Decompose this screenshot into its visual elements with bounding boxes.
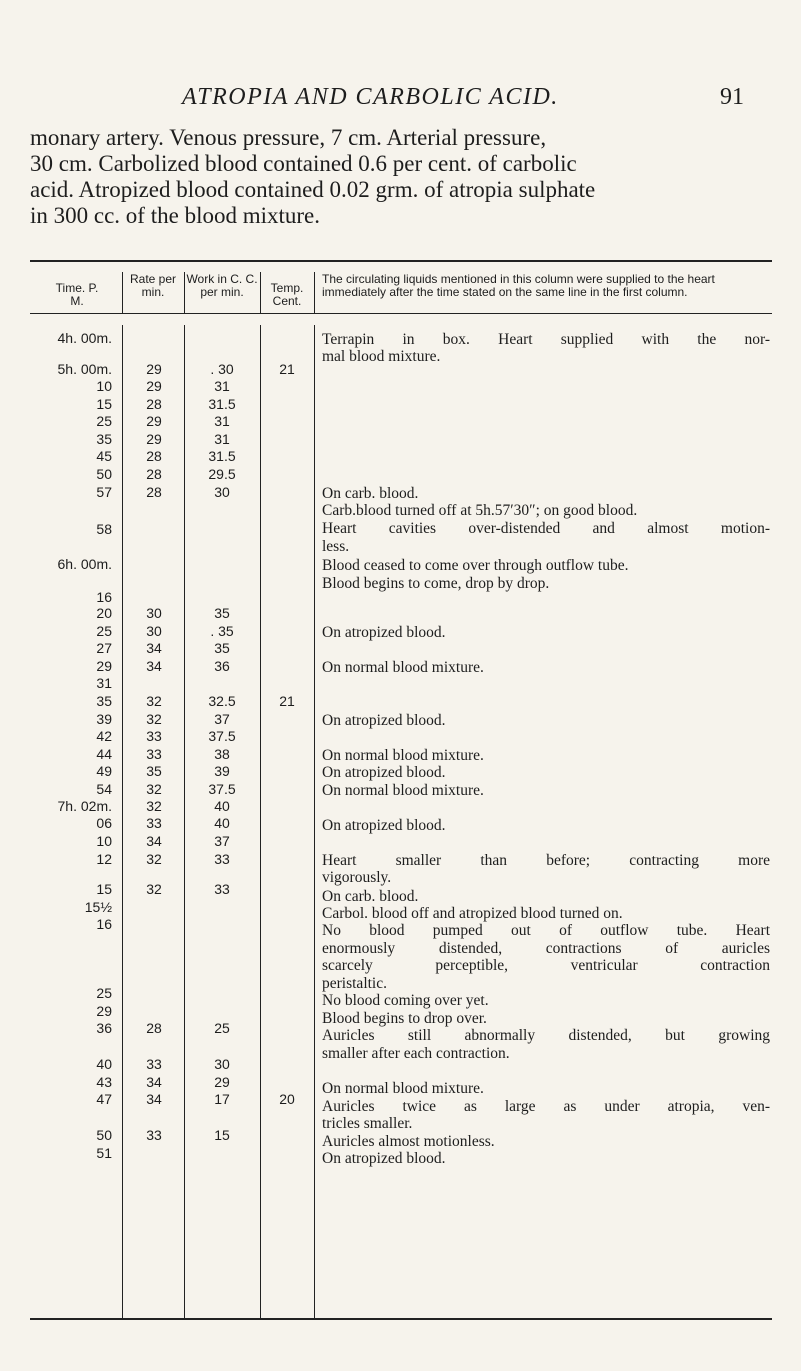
table-bottom-rule (30, 1318, 772, 1320)
time-cell: 4h. 00m. (57, 330, 112, 346)
note-line: smaller after each contraction. (322, 1045, 510, 1062)
work-cell: . 35 (210, 623, 234, 639)
rate-cell: 29 (146, 361, 162, 377)
time-cell: 15½ (84, 899, 112, 915)
rate-cell: 30 (146, 623, 162, 639)
work-cell: 31.5 (208, 396, 236, 412)
header-notes: The circulating liquids mentioned in this column were supplied to the heart immediately after the time stated on the same line in the first column. (322, 272, 715, 299)
note-line: Blood begins to drop over. (322, 1010, 487, 1027)
time-cell: 12 (96, 851, 112, 867)
note-line: On atropized blood. (322, 712, 446, 729)
header-time: Time. P. M. (55, 281, 99, 308)
time-cell: 47 (96, 1091, 112, 1107)
time-cell: 06 (96, 815, 112, 831)
time-cell: 5h. 00m. (57, 361, 112, 377)
time-cell: 31 (96, 675, 112, 691)
note-line: Heart smaller than before; contracting more (322, 852, 770, 869)
work-cell: 33 (214, 851, 230, 867)
running-title: ATROPIA AND CARBOLIC ACID. (182, 84, 559, 110)
time-cell: 49 (96, 763, 112, 779)
temp-cell: 21 (279, 361, 295, 377)
time-cell: 10 (96, 833, 112, 849)
intro-line: monary artery. Venous pressure, 7 cm. Arterial pressure, (30, 125, 547, 150)
work-cell: 36 (214, 658, 230, 674)
note-line: Blood ceased to come over through outflow tube. (322, 557, 629, 574)
time-cell: 29 (96, 658, 112, 674)
work-cell: 30 (214, 1056, 230, 1072)
note-line: No blood pumped out of outflow tube. Heart (322, 922, 770, 939)
work-cell: 31 (214, 378, 230, 394)
note-line: Auricles twice as large as under atropia, ven- (322, 1098, 770, 1115)
time-cell: 16 (96, 916, 112, 932)
note-line: On carb. blood. (322, 888, 419, 905)
time-cell: 29 (96, 1003, 112, 1019)
work-cell: 35 (214, 640, 230, 656)
note-line: On atropized blood. (322, 764, 446, 781)
rate-cell: 32 (146, 693, 162, 709)
note-line: Auricles almost motionless. (322, 1133, 495, 1150)
work-cell: 39 (214, 763, 230, 779)
header-rule (30, 313, 772, 314)
header-work: Work in C. C. per min. (186, 272, 258, 299)
work-cell: 31 (214, 413, 230, 429)
time-cell: 15 (96, 881, 112, 897)
rate-cell: 32 (146, 781, 162, 797)
time-cell: 54 (96, 781, 112, 797)
note-line: On atropized blood. (322, 817, 446, 834)
intro-line: in 300 cc. of the blood mixture. (30, 203, 320, 228)
note-line: On carb. blood. (322, 485, 419, 502)
time-cell: 36 (96, 1020, 112, 1036)
rate-cell: 28 (146, 484, 162, 500)
time-cell: 7h. 02m. (57, 798, 112, 814)
note-line: Carb.blood turned off at 5h.57′30″; on good blood. (322, 502, 638, 519)
work-cell: 37.5 (208, 728, 236, 744)
note-line: less. (322, 538, 350, 555)
temp-cell: 21 (279, 693, 295, 709)
rate-cell: 29 (146, 413, 162, 429)
work-cell: 32.5 (208, 693, 236, 709)
time-cell: 10 (96, 378, 112, 394)
page-number: 91 (720, 84, 744, 110)
intro-line: 30 cm. Carbolized blood contained 0.6 per cent. of carbolic (30, 151, 577, 176)
rate-cell: 34 (146, 833, 162, 849)
work-cell: 25 (214, 1020, 230, 1036)
intro-line: acid. Atropized blood contained 0.02 grm. of atropia sulphate (30, 177, 596, 202)
rate-cell: 28 (146, 396, 162, 412)
column-divider (184, 272, 185, 314)
rate-cell: 34 (146, 640, 162, 656)
column-divider (260, 325, 261, 1318)
column-divider (122, 325, 123, 1318)
rate-cell: 29 (146, 378, 162, 394)
note-line: On normal blood mixture. (322, 747, 484, 764)
work-cell: 31.5 (208, 448, 236, 464)
rate-cell: 35 (146, 763, 162, 779)
work-cell: . 30 (210, 361, 234, 377)
rate-cell: 34 (146, 1074, 162, 1090)
time-cell: 25 (96, 985, 112, 1001)
column-divider (184, 325, 185, 1318)
header-rate: Rate per min. (129, 272, 177, 299)
time-cell: 51 (96, 1145, 112, 1161)
time-cell: 25 (96, 623, 112, 639)
rate-cell: 32 (146, 711, 162, 727)
column-divider (314, 272, 315, 314)
rate-cell: 33 (146, 815, 162, 831)
work-cell: 30 (214, 484, 230, 500)
column-divider (260, 272, 261, 314)
note-line: Auricles still abnormally distended, but growing (322, 1027, 770, 1044)
rate-cell: 32 (146, 881, 162, 897)
time-cell: 15 (96, 396, 112, 412)
note-line: mal blood mixture. (322, 348, 441, 365)
work-cell: 37.5 (208, 781, 236, 797)
note-line: scarcely perceptible, ventricular contraction (322, 957, 770, 974)
note-line: Carbol. blood off and atropized blood turned on. (322, 905, 623, 922)
time-cell: 42 (96, 728, 112, 744)
rate-cell: 32 (146, 851, 162, 867)
work-cell: 29 (214, 1074, 230, 1090)
work-cell: 40 (214, 798, 230, 814)
time-cell: 44 (96, 746, 112, 762)
header-temp: Temp. Cent. (270, 281, 304, 308)
rate-cell: 28 (146, 448, 162, 464)
work-cell: 31 (214, 431, 230, 447)
time-cell: 39 (96, 711, 112, 727)
rate-cell: 28 (146, 466, 162, 482)
note-line: Heart cavities over-distended and almost motion- (322, 520, 770, 537)
note-line: On atropized blood. (322, 1150, 446, 1167)
rate-cell: 33 (146, 746, 162, 762)
work-cell: 17 (214, 1091, 230, 1107)
note-line: No blood coming over yet. (322, 992, 489, 1009)
note-line: Terrapin in box. Heart supplied with the nor- (322, 331, 770, 348)
work-cell: 33 (214, 881, 230, 897)
work-cell: 35 (214, 605, 230, 621)
column-divider (314, 325, 315, 1318)
rate-cell: 33 (146, 1056, 162, 1072)
time-cell: 27 (96, 640, 112, 656)
time-cell: 25 (96, 413, 112, 429)
note-line: tricles smaller. (322, 1115, 413, 1132)
table-top-rule (30, 260, 772, 262)
work-cell: 37 (214, 711, 230, 727)
rate-cell: 33 (146, 728, 162, 744)
rate-cell: 28 (146, 1020, 162, 1036)
note-line: vigorously. (322, 869, 392, 886)
time-cell: 40 (96, 1056, 112, 1072)
rate-cell: 32 (146, 798, 162, 814)
time-cell: 45 (96, 448, 112, 464)
work-cell: 15 (214, 1127, 230, 1143)
rate-cell: 29 (146, 431, 162, 447)
temp-cell: 20 (279, 1091, 295, 1107)
work-cell: 29.5 (208, 466, 236, 482)
time-cell: 6h. 00m. (57, 556, 112, 572)
time-cell: 50 (96, 466, 112, 482)
note-line: enormously distended, contractions of auricles (322, 940, 770, 957)
rate-cell: 34 (146, 1091, 162, 1107)
work-cell: 40 (214, 815, 230, 831)
note-line: On normal blood mixture. (322, 1080, 484, 1097)
note-line: On atropized blood. (322, 624, 446, 641)
time-cell: 43 (96, 1074, 112, 1090)
column-divider (122, 272, 123, 314)
time-cell: 50 (96, 1127, 112, 1143)
note-line: Blood begins to come, drop by drop. (322, 575, 550, 592)
rate-cell: 30 (146, 605, 162, 621)
time-cell: 20 (96, 605, 112, 621)
work-cell: 37 (214, 833, 230, 849)
rate-cell: 33 (146, 1127, 162, 1143)
time-cell: 58 (96, 521, 112, 537)
time-cell: 35 (96, 693, 112, 709)
note-line: peristaltic. (322, 975, 387, 992)
note-line: On normal blood mixture. (322, 659, 484, 676)
note-line: On normal blood mixture. (322, 782, 484, 799)
work-cell: 38 (214, 746, 230, 762)
rate-cell: 34 (146, 658, 162, 674)
time-cell: 16 (96, 589, 112, 605)
time-cell: 35 (96, 431, 112, 447)
time-cell: 57 (96, 484, 112, 500)
